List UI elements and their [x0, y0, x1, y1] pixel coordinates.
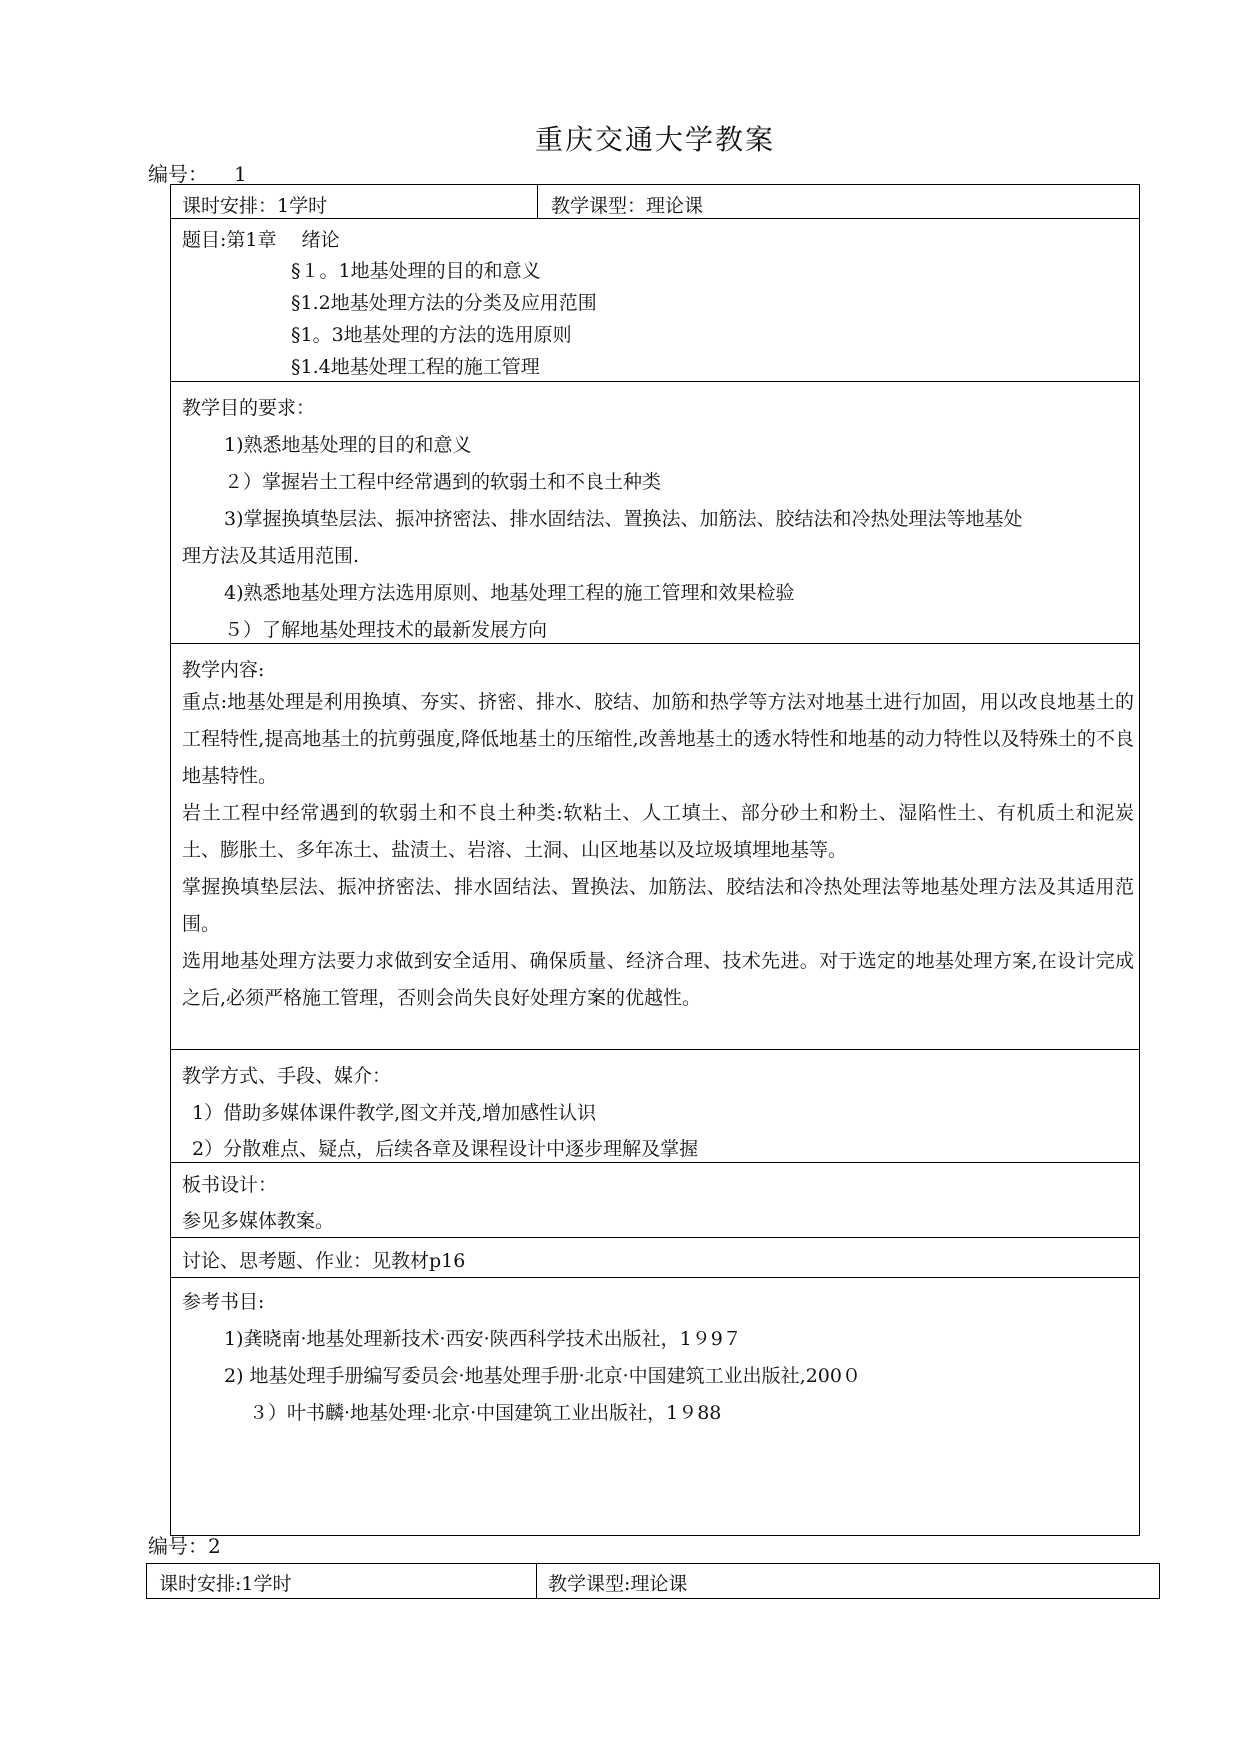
lesson-plan-table-1	[170, 184, 1140, 1536]
lesson-number-2: 编号：2	[148, 1534, 221, 1558]
method-item: 1）借助多媒体课件教学,图文并茂,增加感性认识	[192, 1102, 597, 1124]
homework-text: 讨论、思考题、作业：见教材p16	[182, 1250, 466, 1272]
board-text: 参见多媒体教案。	[182, 1210, 335, 1232]
row-homework	[171, 1238, 1139, 1278]
topic-section: §1.2地基处理方法的分类及应用范围	[291, 292, 597, 314]
topic-section: §1.4地基处理工程的施工管理	[291, 356, 540, 378]
objective-item: 理方法及其适用范围.	[182, 545, 360, 567]
board-heading: 板书设计：	[182, 1174, 278, 1196]
row-references	[171, 1278, 1139, 1537]
row-content	[171, 644, 1139, 1050]
objective-item: 3)掌握换填垫层法、振冲挤密法、排水固结法、置换法、加筋法、胶结法和冷热处理法等地基处	[224, 508, 1023, 530]
row-schedule	[171, 185, 1139, 219]
content-paragraph: 选用地基处理方法要力求做到安全适用、确保质量、经济合理、技术先进。对于选定的地基处理方案,在设计完成之后,必须严格施工管理，否则会尚失良好处理方案的优越性。	[182, 950, 1134, 1009]
cell-divider	[536, 1564, 537, 1598]
references-heading: 参考书目:	[182, 1291, 265, 1313]
reference-item: 1)龚晓南·地基处理新技术·西安·陕西科学技术出版社，1９9７	[224, 1328, 742, 1350]
course-type-cell: 教学课型:理论课	[548, 1573, 688, 1595]
content-paragraph: 岩土工程中经常遇到的软弱土和不良土种类:软粘土、人工填土、部分砂土和粉土、湿陷性土、有机质土和泥炭土、膨胀土、多年冻土、盐渍土、岩溶、土洞、山区地基以及垃圾填埋地基等。	[182, 802, 1134, 861]
topic-section: §1。3地基处理的方法的选用原则	[291, 324, 572, 346]
row-topic	[171, 219, 1139, 382]
reference-item: 2) 地基处理手册编写委员会·地基处理手册·北京·中国建筑工业出版社,200０	[224, 1365, 861, 1387]
reference-item: ３）叶书麟·地基处理·北京·中国建筑工业出版社，1９88	[249, 1402, 722, 1424]
objective-item: 1)熟悉地基处理的目的和意义	[224, 434, 472, 456]
objective-item: ２）掌握岩土工程中经常遇到的软弱土和不良土种类	[224, 471, 662, 493]
page-title: 重庆交通大学教案	[534, 123, 775, 156]
content-heading: 教学内容:	[182, 659, 265, 681]
cell-divider	[537, 185, 538, 218]
course-type-cell: 教学课型：理论课	[551, 195, 704, 217]
content-paragraph: 掌握换填垫层法、振冲挤密法、排水固结法、置换法、加筋法、胶结法和冷热处理法等地基处理方法及其适用范围。	[182, 876, 1134, 935]
method-item: 2）分散难点、疑点，后续各章及课程设计中逐步理解及掌握	[192, 1138, 699, 1160]
lesson-number-value: 1	[234, 162, 247, 186]
methods-heading: 教学方式、手段、媒介：	[182, 1065, 392, 1087]
objective-item: 4)熟悉地基处理方法选用原则、地基处理工程的施工管理和效果检验	[224, 582, 795, 604]
row-methods	[171, 1050, 1139, 1163]
content-paragraph: 重点:地基处理是利用换填、夯实、挤密、排水、胶结、加筋和热学等方法对地基土进行加固，用以改良地基土的工程特性,提高地基土的抗剪强度,降低地基土的压缩性,改善地基土的透水特性和地基的动力特性以及特殊土的不良地基特性。	[182, 691, 1134, 787]
lesson-plan-table-2	[146, 1563, 1160, 1599]
topic-section: §１。1地基处理的目的和意义	[291, 260, 541, 282]
lesson-number-label: 编号：	[148, 162, 208, 186]
row-board-design	[171, 1163, 1139, 1238]
hours-cell: 课时安排：1学时	[182, 195, 328, 217]
row-objectives	[171, 382, 1139, 644]
objective-item: ５）了解地基处理技术的最新发展方向	[224, 619, 548, 641]
objectives-heading: 教学目的要求：	[182, 397, 316, 419]
topic-heading: 题目:第1章 绪论	[182, 229, 340, 251]
lesson-number-1	[148, 158, 247, 187]
hours-cell: 课时安排:1学时	[159, 1573, 292, 1595]
